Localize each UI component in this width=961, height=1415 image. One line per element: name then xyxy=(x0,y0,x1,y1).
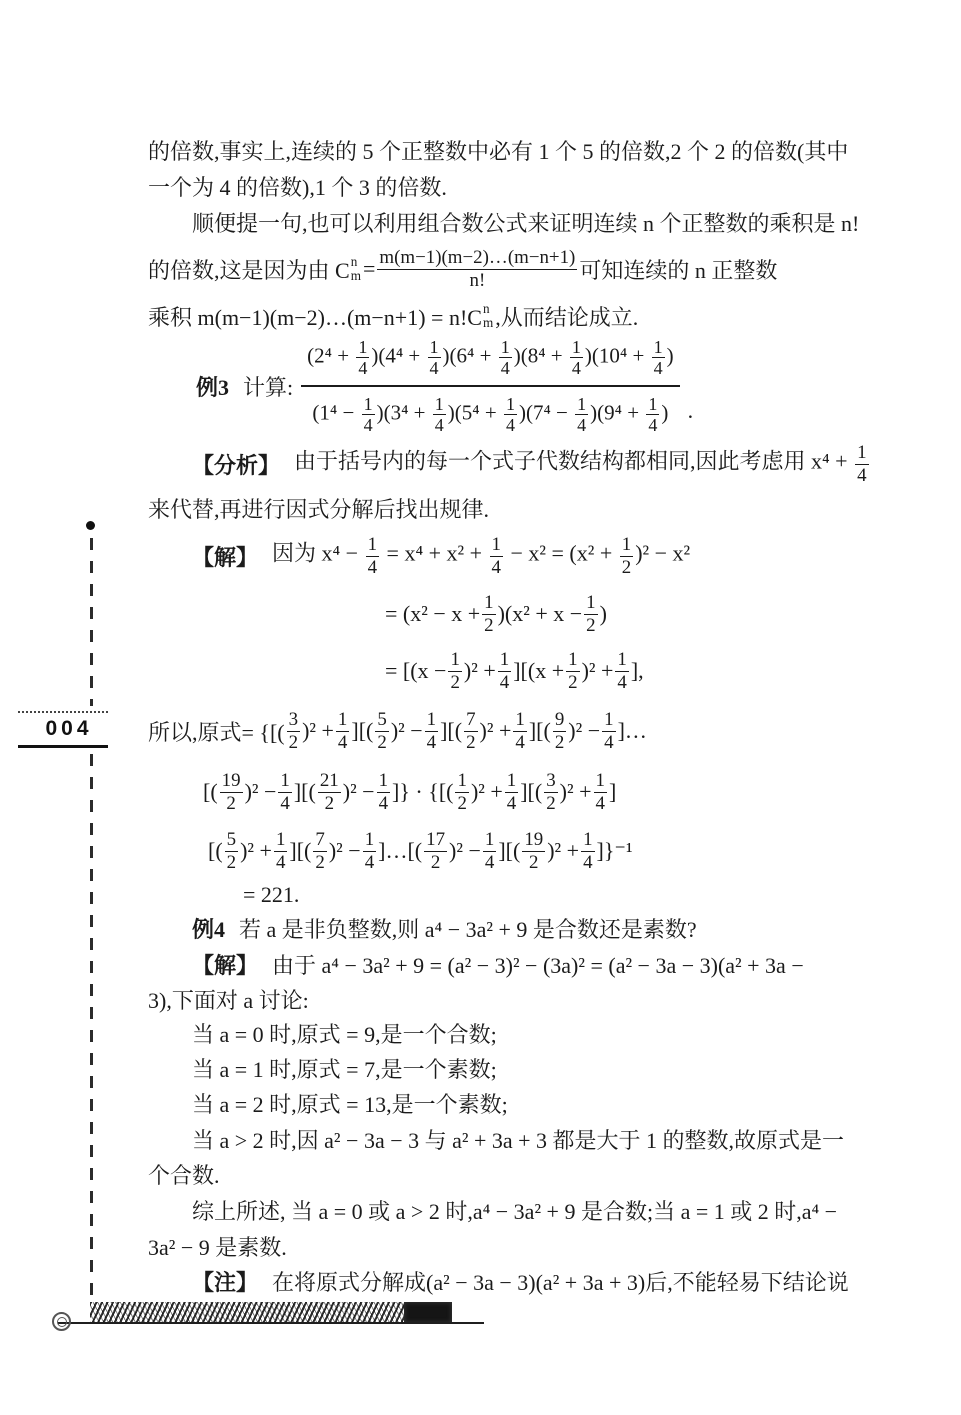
solution4-line2: 3),下面对 a 讨论: xyxy=(148,987,309,1013)
example3-period: . xyxy=(687,398,694,423)
summary-line1: 综上所述, 当 a = 0 或 a > 2 时,a⁴ − 3a² + 9 是合数;当 a = 1 或 2 时,a⁴ − xyxy=(192,1198,838,1224)
note-label: 【注】 xyxy=(192,1269,259,1295)
page-number-box xyxy=(18,711,108,748)
note-math1: 在将原式分解成(a² − 3a − 3)(a² + 3a + 3)后,不能轻易下结论说 xyxy=(272,1269,849,1295)
example3-denominator: (1⁴ − $\frac{1}{4}$ )(3⁴ + $\frac{1}{4}$ )(5⁴ + $\frac{1}{4}$ )(7⁴ − $\frac{1}{4}$ )(9⁴ + $\frac{1}{4}$ ) xyxy=(312,394,669,436)
page-number: 004 xyxy=(45,717,93,740)
case-a1: 当 a = 1 时,原式 = 7,是一个素数; xyxy=(192,1057,497,1082)
case-a-gt2-cont: 个合数. xyxy=(148,1162,220,1188)
solution3-line2: = (x² − x + 1 2 )(x² + x − 1 2 ) xyxy=(385,592,607,636)
footer-hatch-dark-block xyxy=(404,1302,452,1323)
margin-dot xyxy=(86,521,95,530)
analysis-label: 【分析】 xyxy=(192,452,281,478)
analysis-math1: 由于括号内的每一个式子代数结构都相同,因此考虑用 x⁴ + $\frac{1}{4}$ xyxy=(294,442,867,486)
analysis-line2: 来代替,再进行因式分解后找出规律. xyxy=(148,496,490,522)
para2-line2: 的倍数,这是因为由 C n m = m(m−1)(m−2)…(m−n+1) n! 可知连续的 n 正整数 xyxy=(148,247,778,291)
text-column xyxy=(148,132,918,1299)
margin-dashed-line-top xyxy=(90,538,93,706)
example3-row xyxy=(148,334,918,438)
analysis-line1 xyxy=(148,438,918,490)
copyright-circle-mark xyxy=(52,1312,71,1331)
solution4-label: 【解】 xyxy=(192,952,259,978)
therefore-result: = 221. xyxy=(243,882,300,907)
margin-dashed-line-bottom xyxy=(90,754,93,1302)
solution3-line1 xyxy=(148,526,918,586)
footer-hatch-bar xyxy=(90,1302,452,1323)
summary-line2: 3a² − 9 是素数. xyxy=(148,1234,287,1260)
example3-numerator: (2⁴ + $\frac{1}{4}$ )(4⁴ + $\frac{1}{4}$ )(6⁴ + $\frac{1}{4}$ )(8⁴ + $\frac{1}{4}$ )(10⁴ + $\frac{1}{4}$ ) xyxy=(301,335,679,387)
footer-rule xyxy=(58,1322,484,1324)
example4-label: 例4 xyxy=(192,916,226,942)
case-a-gt2: 当 a > 2 时,因 a² − 3a − 3 与 a² + 3a + 3 都是大于 1 的整数,故原式是一 xyxy=(192,1127,845,1153)
note-line1 xyxy=(148,1263,918,1299)
solution3-math1: 因为 x⁴ − $\frac{1}{4}$ = x⁴ + x² + $\frac{1}{4}$ − x² = (x² + $\frac{1}{2}$ )² − x² xyxy=(272,534,691,578)
therefore-line1: 所以,原式= {[( 3 2 )² + 1 4 ][( 5 2 )² − 1 4 ][( 7 2 )² + 1 4 ][( 9 2 )² − 1 4 ]… xyxy=(148,709,647,753)
therefore-line3: [( 5 2 )² + 1 4 ][( 7 2 )² − 1 4 ]…[( 17 2 )² − 1 4 ][( 19 2 )² + 1 4 ]}⁻¹ xyxy=(208,829,633,873)
example3-fraction xyxy=(301,335,679,438)
example3-prompt: 计算: xyxy=(243,374,294,400)
solution3-line3: = [(x − 1 2 )² + 1 4 ][(x + 1 2 )² + 1 4 ], xyxy=(385,649,644,693)
example4-question: 若 a 是非负整数,则 a⁴ − 3a² + 9 是合数还是素数? xyxy=(239,916,697,942)
para1-line2: 一个为 4 的倍数),1 个 3 的倍数. xyxy=(148,174,447,200)
para2-line1: 顺便提一句,也可以利用组合数公式来证明连续 n 个正整数的乘积是 n! xyxy=(192,210,860,236)
solution4-line1 xyxy=(148,946,918,982)
therefore-line2: [( 19 2 )² − 1 4 ][( 21 2 )² − 1 4 ]} · {[( 1 2 )² + 1 4 ][( 3 2 )² + 1 4 ] xyxy=(203,770,617,814)
solution3-label: 【解】 xyxy=(192,544,259,570)
para2-line3: 乘积 m(m−1)(m−2)…(m−n+1) = n!C n m ,从而结论成立. xyxy=(148,301,639,330)
para1-line1: 的倍数,事实上,连续的 5 个正整数中必有 1 个 5 的倍数,2 个 2 的倍数(其中 xyxy=(148,138,849,164)
example3-label: 例3 xyxy=(196,374,230,400)
case-a0: 当 a = 0 时,原式 = 9,是一个合数; xyxy=(192,1022,497,1047)
case-a2: 当 a = 2 时,原式 = 13,是一个素数; xyxy=(192,1092,508,1117)
solution4-math1: 由于 a⁴ − 3a² + 9 = (a² − 3)² − (3a)² = (a² − 3a − 3)(a² + 3a − xyxy=(272,952,804,978)
example4-row xyxy=(148,910,918,946)
